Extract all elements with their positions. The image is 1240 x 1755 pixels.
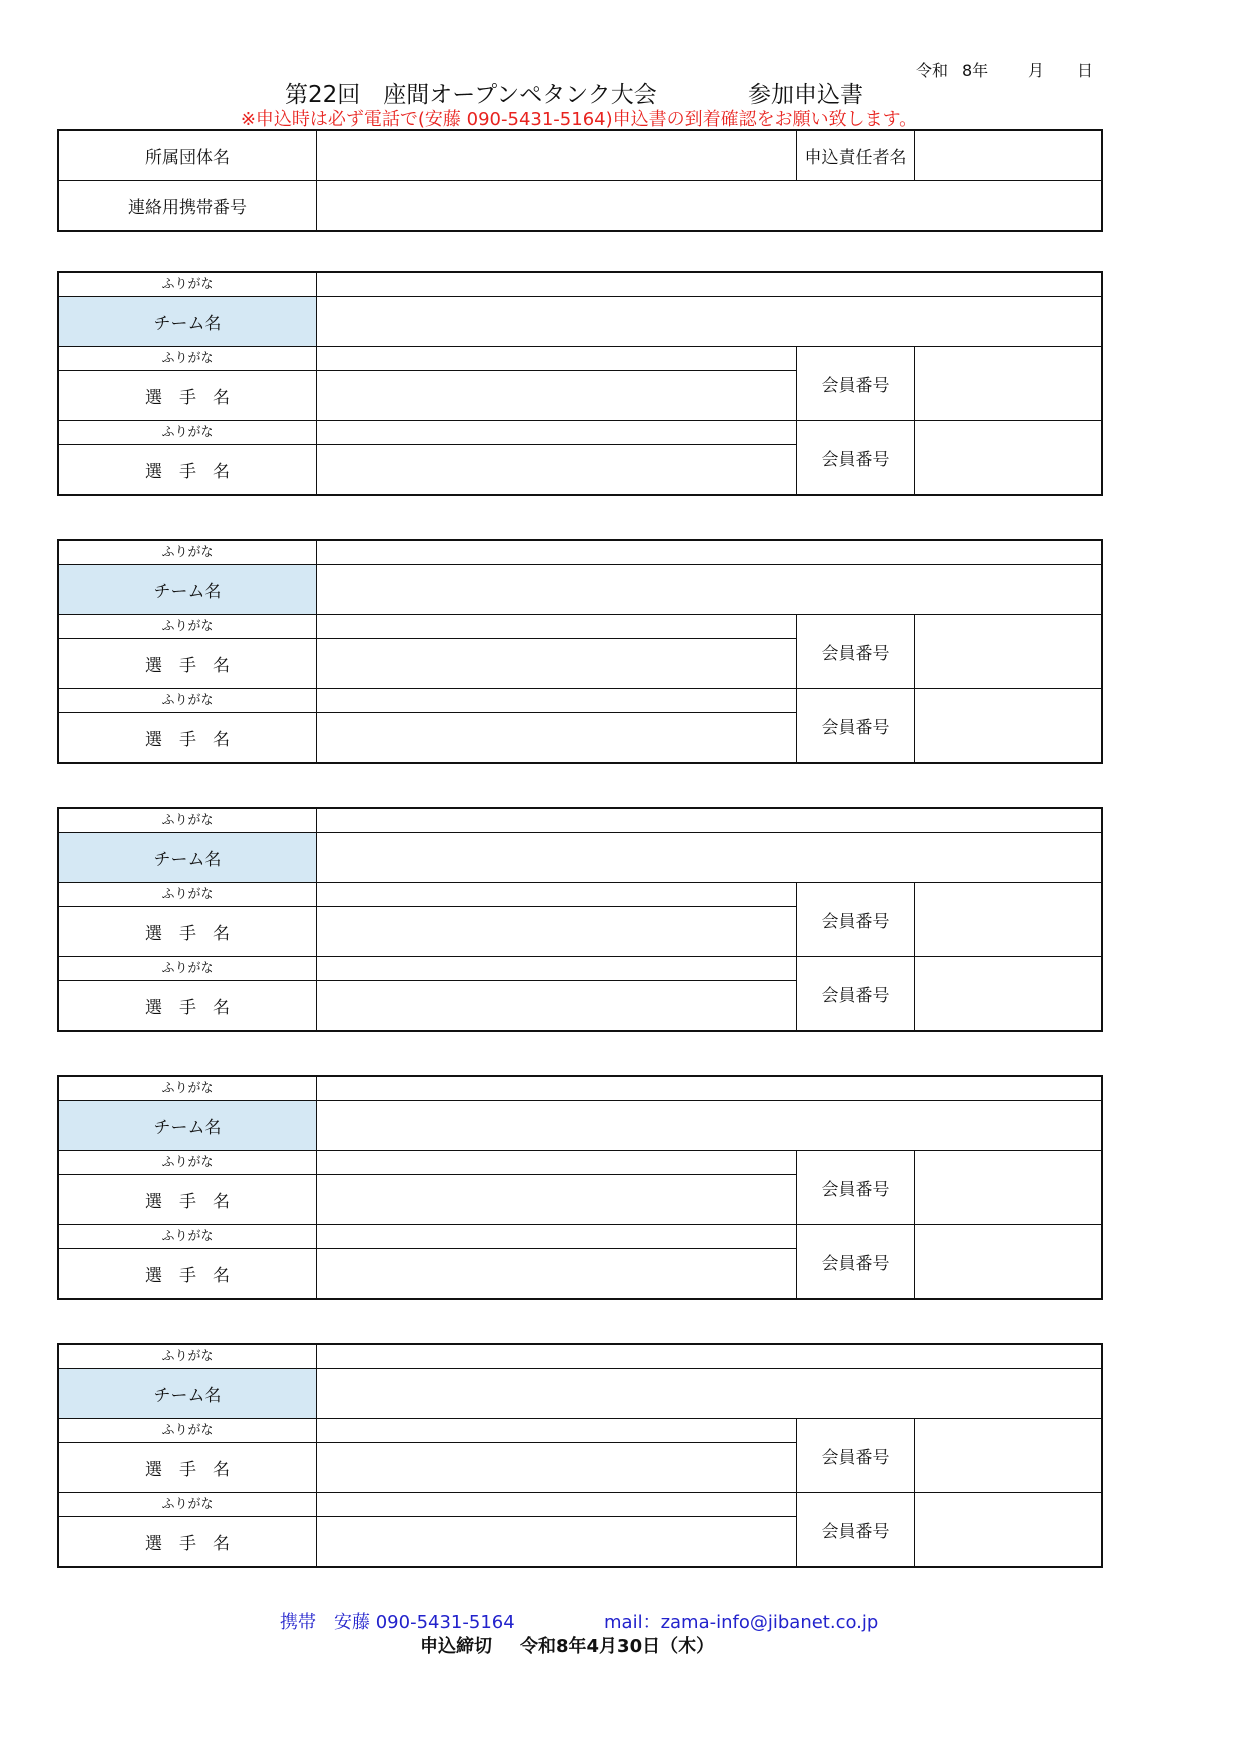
member-number-field[interactable]: [915, 347, 1102, 421]
player-furigana-field[interactable]: [317, 689, 797, 713]
member-number-label: 会員番号: [797, 957, 915, 1031]
member-number-label: 会員番号: [797, 1419, 915, 1493]
player-furigana-label: ふりがな: [59, 1493, 317, 1517]
player-furigana-field[interactable]: [317, 421, 797, 445]
team-name-field[interactable]: [317, 1101, 1102, 1151]
team-name-label: チーム名: [59, 833, 317, 883]
team-furigana-label: ふりがな: [59, 1077, 317, 1101]
phone-label: 連絡用携帯番号: [59, 181, 317, 231]
player-furigana-field[interactable]: [317, 615, 797, 639]
phone-field[interactable]: [317, 181, 1102, 231]
member-number-field[interactable]: [915, 1419, 1102, 1493]
date-year: 8年: [962, 61, 989, 80]
team-name-field[interactable]: [317, 297, 1102, 347]
player-name-label: 選 手 名: [59, 445, 317, 495]
date-era: 令和: [916, 61, 949, 80]
player-name-label: 選 手 名: [59, 907, 317, 957]
title-sub: 参加申込書: [748, 82, 863, 108]
contact-mail[interactable]: mail：zama-info@jibanet.co.jp: [604, 1612, 879, 1633]
team-name-field[interactable]: [317, 1369, 1102, 1419]
member-number-field[interactable]: [915, 1225, 1102, 1299]
member-number-label: 会員番号: [797, 1151, 915, 1225]
team-name-field[interactable]: [317, 565, 1102, 615]
player-furigana-field[interactable]: [317, 1225, 797, 1249]
org-label: 所属団体名: [59, 131, 317, 181]
player-name-field[interactable]: [317, 639, 797, 689]
player-name-label: 選 手 名: [59, 639, 317, 689]
player-name-field[interactable]: [317, 907, 797, 957]
player-name-label: 選 手 名: [59, 981, 317, 1031]
player-name-field[interactable]: [317, 1175, 797, 1225]
member-number-label: 会員番号: [797, 1225, 915, 1299]
team-name-label: チーム名: [59, 565, 317, 615]
org-field[interactable]: [317, 131, 797, 181]
team-name-label: チーム名: [59, 1369, 317, 1419]
deadline-label: 申込締切: [420, 1636, 492, 1657]
player-furigana-field[interactable]: [317, 347, 797, 371]
team-furigana-label: ふりがな: [59, 1345, 317, 1369]
deadline-value: 令和8年4月30日（木）: [520, 1636, 715, 1657]
member-number-field[interactable]: [915, 615, 1102, 689]
player-name-label: 選 手 名: [59, 1517, 317, 1567]
player-furigana-label: ふりがな: [59, 883, 317, 907]
date-day: 日: [1077, 61, 1094, 80]
member-number-label: 会員番号: [797, 347, 915, 421]
team-furigana-field[interactable]: [317, 1077, 1102, 1101]
player-name-field[interactable]: [317, 371, 797, 421]
team-furigana-label: ふりがな: [59, 809, 317, 833]
player-name-label: 選 手 名: [59, 1249, 317, 1299]
responsible-label: 申込責任者名: [797, 131, 915, 181]
player-name-field[interactable]: [317, 981, 797, 1031]
member-number-label: 会員番号: [797, 883, 915, 957]
member-number-field[interactable]: [915, 421, 1102, 495]
team-furigana-field[interactable]: [317, 809, 1102, 833]
player-name-label: 選 手 名: [59, 713, 317, 763]
team-block: [58, 1076, 1102, 1299]
applicant-table: [58, 130, 1102, 231]
member-number-field[interactable]: [915, 957, 1102, 1031]
player-name-field[interactable]: [317, 445, 797, 495]
team-name-label: チーム名: [59, 297, 317, 347]
team-name-field[interactable]: [317, 833, 1102, 883]
player-furigana-label: ふりがな: [59, 1151, 317, 1175]
player-furigana-label: ふりがな: [59, 421, 317, 445]
member-number-label: 会員番号: [797, 615, 915, 689]
team-furigana-field[interactable]: [317, 541, 1102, 565]
team-block: [58, 272, 1102, 495]
player-furigana-field[interactable]: [317, 1493, 797, 1517]
player-furigana-label: ふりがな: [59, 347, 317, 371]
team-furigana-label: ふりがな: [59, 541, 317, 565]
player-name-field[interactable]: [317, 1443, 797, 1493]
member-number-label: 会員番号: [797, 1493, 915, 1567]
player-furigana-label: ふりがな: [59, 957, 317, 981]
player-name-label: 選 手 名: [59, 1175, 317, 1225]
player-name-label: 選 手 名: [59, 371, 317, 421]
member-number-field[interactable]: [915, 883, 1102, 957]
team-furigana-field[interactable]: [317, 1345, 1102, 1369]
player-furigana-label: ふりがな: [59, 1225, 317, 1249]
member-number-field[interactable]: [915, 1493, 1102, 1567]
member-number-field[interactable]: [915, 1151, 1102, 1225]
date-month: 月: [1028, 61, 1045, 80]
team-block: [58, 1344, 1102, 1567]
player-furigana-label: ふりがな: [59, 1419, 317, 1443]
player-furigana-field[interactable]: [317, 1419, 797, 1443]
member-number-field[interactable]: [915, 689, 1102, 763]
team-furigana-field[interactable]: [317, 273, 1102, 297]
responsible-field[interactable]: [915, 131, 1102, 181]
player-furigana-field[interactable]: [317, 883, 797, 907]
player-name-field[interactable]: [317, 1249, 797, 1299]
notice-text: ※申込時は必ず電話で(安藤 090-5431-5164)申込書の到着確認をお願い致します。: [240, 109, 918, 130]
player-furigana-label: ふりがな: [59, 615, 317, 639]
member-number-label: 会員番号: [797, 421, 915, 495]
team-block: [58, 808, 1102, 1031]
contact-phone: 携帯 安藤 090-5431-5164: [280, 1612, 515, 1633]
team-name-label: チーム名: [59, 1101, 317, 1151]
team-furigana-label: ふりがな: [59, 273, 317, 297]
player-furigana-label: ふりがな: [59, 689, 317, 713]
player-name-field[interactable]: [317, 1517, 797, 1567]
member-number-label: 会員番号: [797, 689, 915, 763]
title-main: 第22回 座間オープンペタンク大会: [285, 82, 657, 108]
player-furigana-field[interactable]: [317, 957, 797, 981]
team-block: [58, 540, 1102, 763]
player-furigana-field[interactable]: [317, 1151, 797, 1175]
player-name-label: 選 手 名: [59, 1443, 317, 1493]
player-name-field[interactable]: [317, 713, 797, 763]
